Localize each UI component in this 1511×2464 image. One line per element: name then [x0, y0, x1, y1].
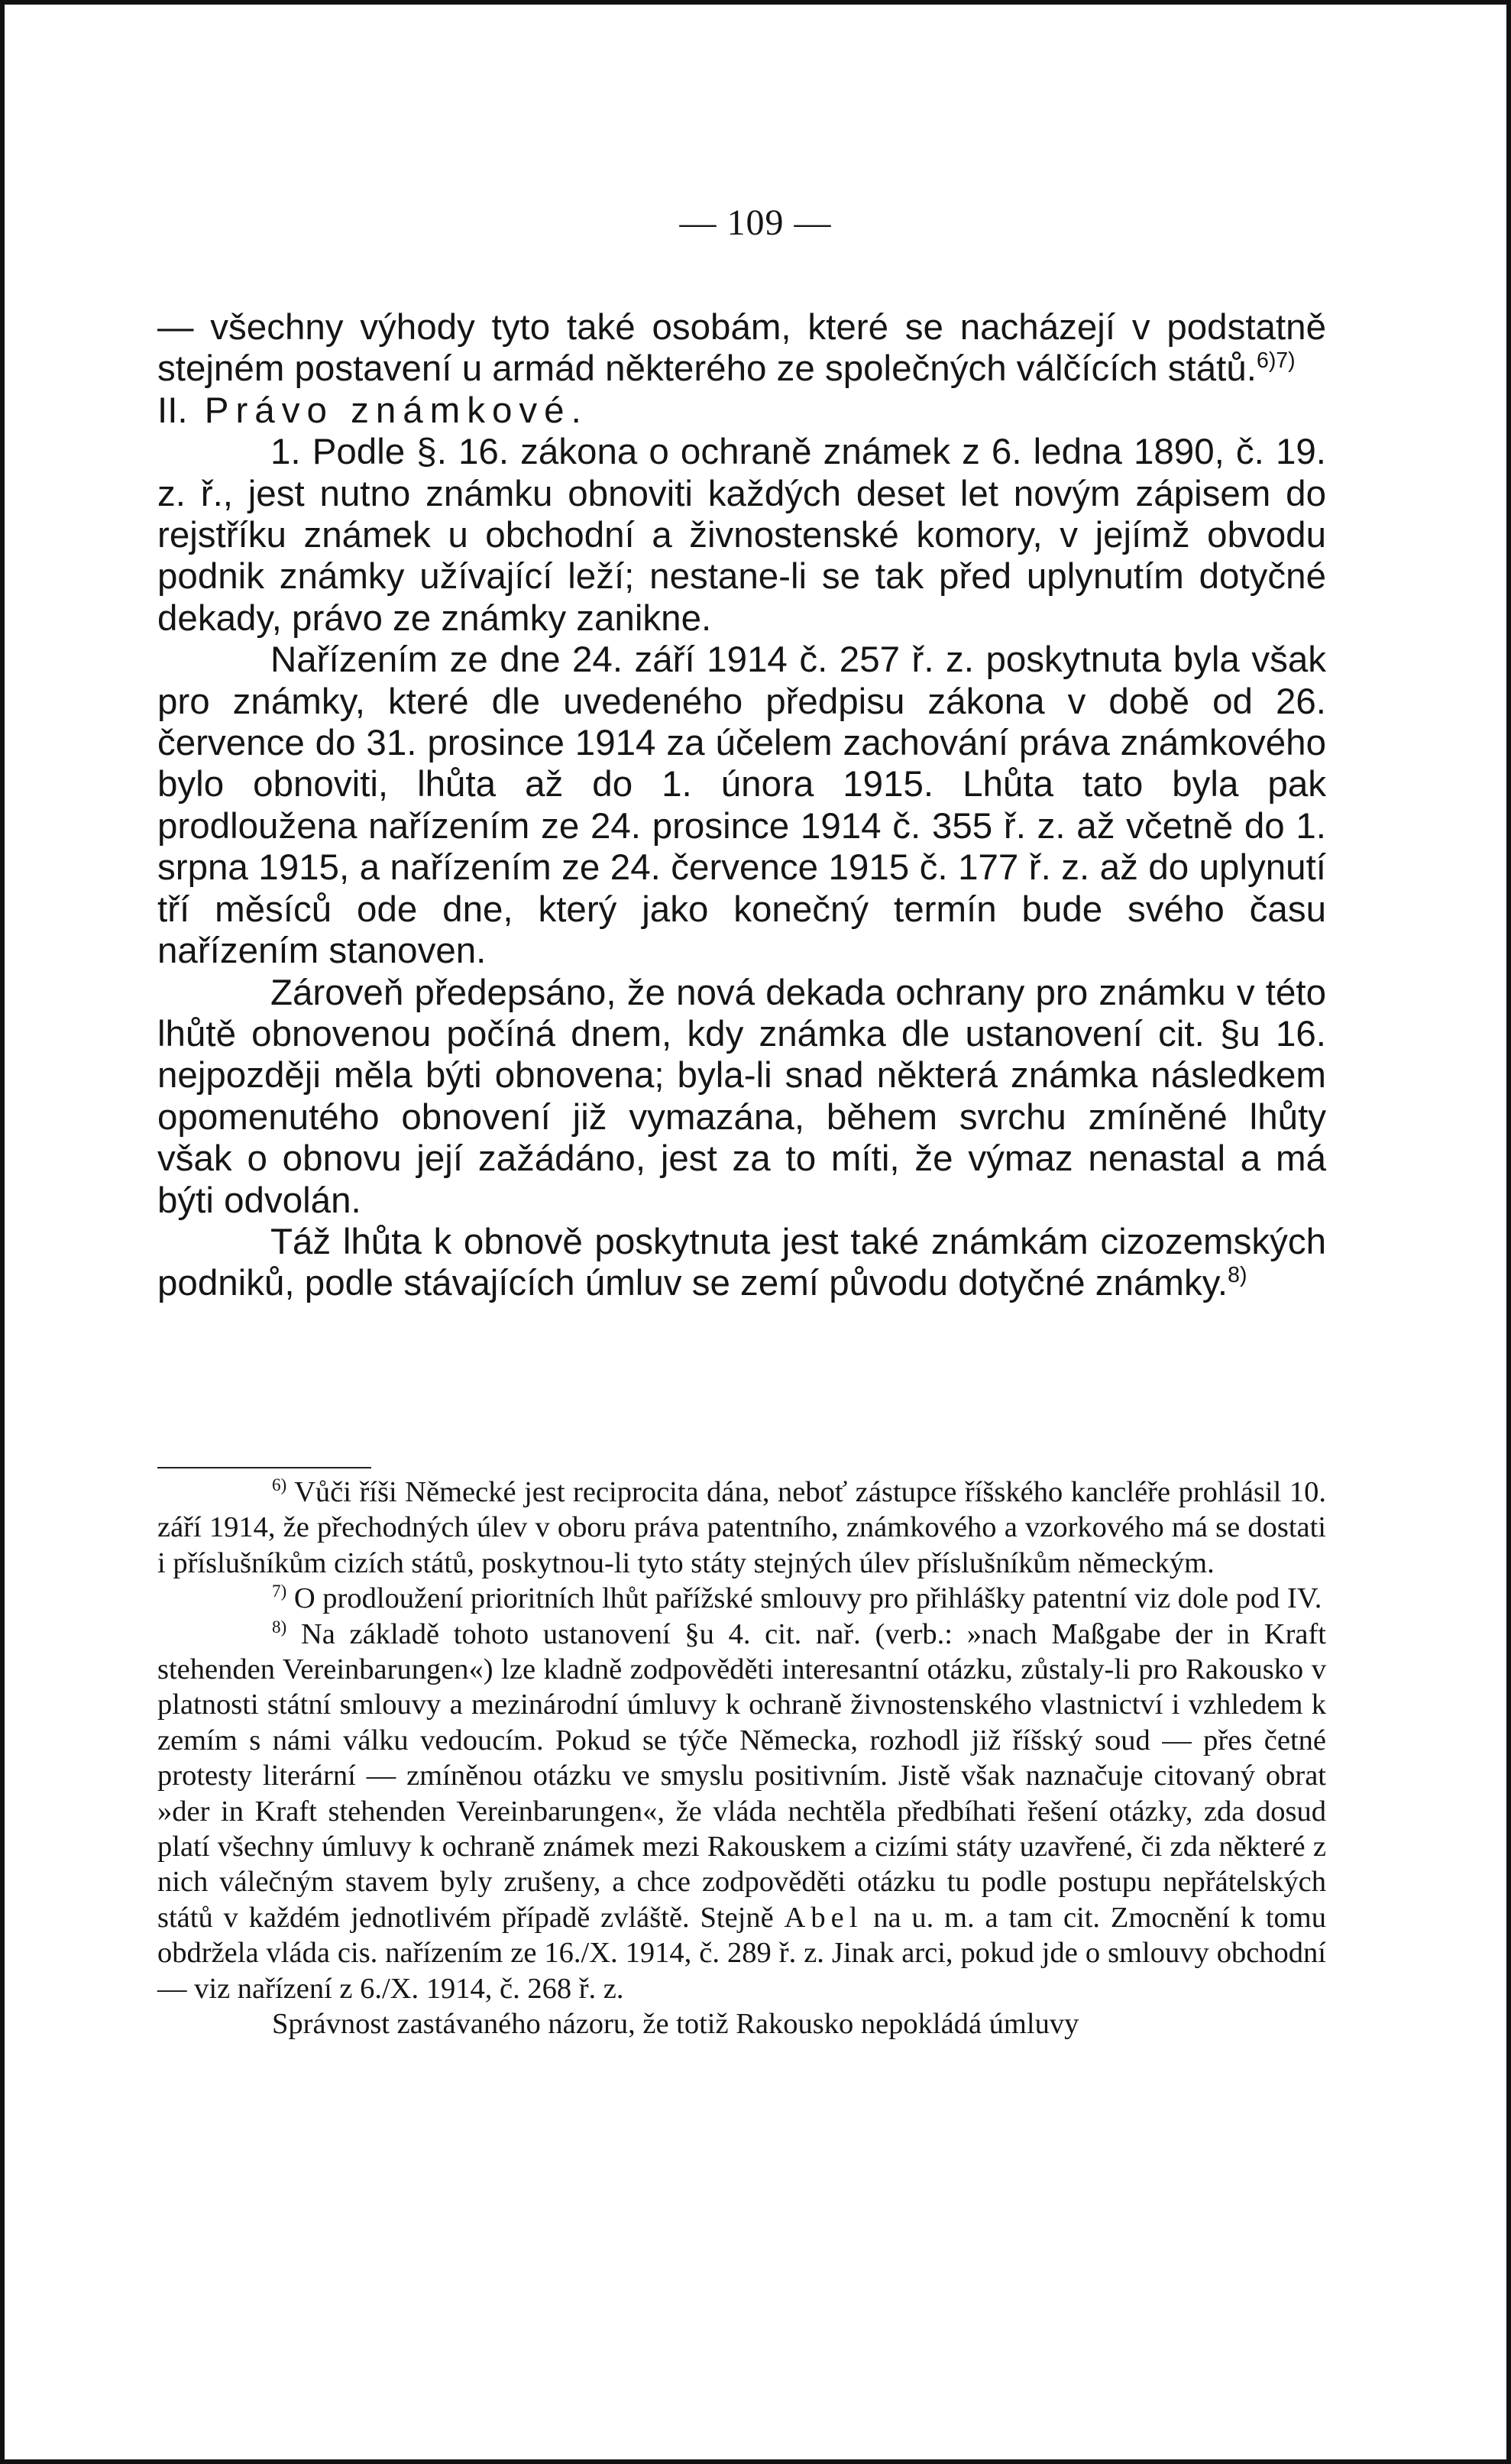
footnote-7: $^{7)}$ O prodloužení prioritních lhůt pařížské smlouvy pro přihlášky patentní viz dole pod IV. — [272, 1581, 1322, 1615]
footnote-separator — [157, 1467, 371, 1468]
page-number: — 109 — — [679, 202, 832, 243]
main-text — [157, 307, 1326, 1305]
paragraph-3: Zároveň předepsáno, že nová dekada ochrany pro známku v této lhůtě obnovenou počíná dnem, kdy známka dle ustanovení cit. §u 16. nejpozději měla býti obnovena; byla-li snad některá známka následkem opomenutého obnovení již vymazána, během svrchu zmíněné lhůty však o obnovu její zažádáno, jest za to míti, že výmaz nenastal a má býti odvolán. — [157, 972, 1326, 1221]
author-name: Abel — [784, 1901, 863, 1934]
paragraph-continuation: — všechny výhody tyto také osobám, které se nacházejí v podstatně stejném postavení u armád některého ze společných válčících států.$^{6)7)}$ — [157, 307, 1326, 390]
footnote-ref: 6)7) — [1256, 348, 1296, 374]
footnote-ref: 8) — [1228, 1263, 1247, 1288]
footnote-8: $^{8)}$ Na základě tohoto ustanovení §u 4. cit. nař. (verb.: »nach Maßgabe der in Kraft stehenden Vereinbarungen«) lze kladně zodpověděti interesantní otázku, zůstaly-li pro Rakousko v platnosti státní smlouvy a mezinárodní úmluvy k ochraně živnostenského vlastnictví i vzhledem k zemím s námi válku vedoucím. Pokud se týče Německa, rozhodl již říšský soud — přes četné protesty literární — zmíněnou otázku ve smyslu positivním. Jistě však naznačuje citovaný obrat »der in Kraft stehenden Vereinbarungen«, že vláda nechtěla předbíhati řešení otázky, zda dosud platí všechny úmluvy k ochraně známek mezi Rakouskem a cizími státy uzavřené, či zda některé z nich válečným stavem byly zrušeny, a chce zodpověděti otázku tu podle postupu nepřátelských států v každém jednotlivém případě zvláště. Stejně Abel na u. m. a tam cit. Zmocnění k tomu obdržela vláda cis. nařízením ze 16./X. 1914, č. 289 ř. z. Jinak arci, pokud jde o smlouvy obchodní — viz nařízení z 6./X. 1914, č. 268 ř. z. — [157, 1616, 1326, 2005]
footnote-6: $^{6)}$ Vůči říši Německé jest reciprocita dána, neboť zástupce říšského kancléře prohlásil 10. září 1914, že přechodných úlev v oboru práva patentního, známkového a vzorkového má se dostati i příslušníkům cizích států, poskytnou-li tyto státy stejných úlev příslušníkům německým. — [157, 1475, 1326, 1579]
section-heading: II. Právo známkové. — [157, 390, 588, 431]
footnotes — [157, 1475, 1326, 2042]
paragraph-1: 1. Podle §. 16. zákona o ochraně známek z 6. ledna 1890, č. 19. z. ř., jest nutno známku obnoviti každých deset let novým zápisem do rejstříku známek u obchodní a živnostenské komory, v jejímž obvodu podnik známky užívající leží; nestane-li se tak před uplynutím dotyčné dekady, právo ze známky zanikne. — [157, 432, 1326, 639]
footnote-8-continuation: Správnost zastávaného názoru, že totiž Rakousko nepokládá úmluvy — [272, 2008, 1079, 2041]
paragraph-4: Táž lhůta k obnově poskytnuta jest také známkám cizozemských podniků, podle stávajících úmluv se zemí původu dotyčné známky.$^{8)}$ — [157, 1221, 1326, 1304]
paragraph-2: Nařízením ze dne 24. září 1914 č. 257 ř. z. poskytnuta byla však pro známky, které dle uvedeného předpisu zákona v době od 26. července do 31. prosince 1914 za účelem zachování práva známkového bylo obnoviti, lhůta až do 1. února 1915. Lhůta tato byla pak prodloužena nařízením ze 24. prosince 1914 č. 355 ř. z. až včetně do 1. srpna 1915, a nařízením ze 24. července 1915 č. 177 ř. z. až do uplynutí tří měsíců ode dne, který jako konečný termín bude svého času nařízením stanoven. — [157, 639, 1326, 972]
